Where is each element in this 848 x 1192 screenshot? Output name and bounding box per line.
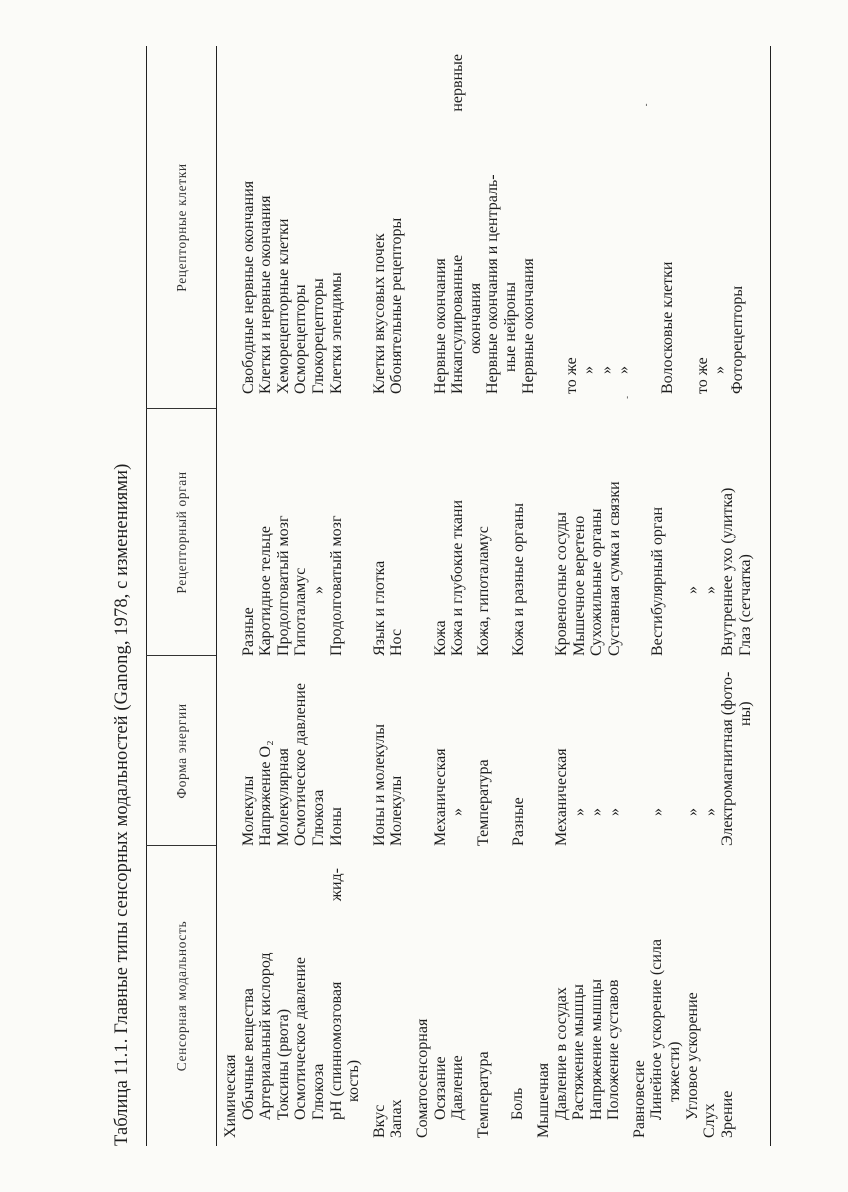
cell-modality: Температура: [474, 1051, 492, 1138]
cell-modality: Артериальный кислород: [257, 952, 275, 1120]
cell-modality: Растяжение мышцы: [570, 984, 588, 1120]
cell-modality: Мышечная: [534, 1062, 552, 1138]
cell-energy: »: [588, 808, 606, 816]
cell-energy: Ионы: [327, 807, 345, 846]
cell-energy: Осмотическое давление: [292, 683, 310, 846]
cell-modality: Осязание: [431, 1056, 449, 1120]
header-energy: Форма энергии: [174, 703, 189, 799]
cell-energy: Электромагнитная (фото-: [719, 671, 737, 846]
cell-cells: Клетки вкусовых почек: [370, 233, 388, 394]
cell-cells: окончания: [466, 282, 484, 354]
cell-cells: Обонятельные рецепторы: [388, 217, 406, 394]
cell-cells: то же: [693, 357, 711, 394]
header-organ: Рецепторный орган: [174, 471, 189, 594]
cell-modality: Химическая: [222, 1054, 239, 1138]
cell-cells: Глюкорецепторы: [309, 278, 327, 394]
cell-cells: Хеморецепторные клетки: [274, 218, 292, 394]
cell-energy: »: [570, 808, 588, 816]
cell-organ: Разные: [239, 607, 257, 656]
cell-organ: Мышечное веретено: [570, 515, 588, 656]
header-cells: Рецепторные клетки: [174, 163, 189, 292]
column-organ: [222, 409, 755, 656]
cell-organ: Кровеносные сосуды: [553, 512, 571, 656]
cell-energy: ны): [737, 701, 755, 726]
cell-cells: Инкапсулированные: [449, 254, 467, 394]
table-top-rule: [146, 46, 147, 1146]
cell-modality: pH (спинномозговая: [327, 981, 345, 1120]
cell-modality: Боль: [509, 1087, 527, 1120]
cell-cells: »: [580, 366, 598, 374]
cell-modality: Напряжение мышцы: [587, 978, 605, 1120]
cell-modality: тяжести): [666, 1041, 684, 1102]
cell-cells: Клетки эпендимы: [327, 272, 345, 394]
cell-energy: »: [649, 808, 667, 816]
cell-energy: Молекулы: [388, 775, 406, 846]
cell-modality: Вкус: [370, 1104, 388, 1138]
cell-modality: Давление: [449, 1055, 467, 1120]
cell-organ: Продолговатый мозг: [274, 515, 292, 656]
cell-modality: Линейное ускорение (сила: [648, 939, 666, 1120]
cell-energy: Глюкоза: [309, 789, 327, 846]
cell-modality: Слух: [701, 1103, 719, 1138]
cell-modality: кость): [345, 1059, 363, 1102]
cell-energy: »: [684, 808, 702, 816]
cell-cells: Волосковые клетки: [658, 261, 676, 394]
cell-modality: Угловое ускорение: [683, 992, 701, 1120]
cell-cells: ные нейроны: [501, 282, 519, 372]
cell-cells: »: [711, 366, 729, 374]
cell-modality: Равновесие: [630, 1060, 648, 1138]
cell-cells: Клетки и нервные окончания: [257, 195, 275, 394]
cell-organ: Нос: [388, 628, 406, 656]
cell-cells: Нервные окончания: [519, 258, 537, 394]
cell-modality: Зрение: [718, 1090, 736, 1138]
cell-cells: Осморецепторы: [292, 284, 310, 394]
cell-energy: Молекулярная: [274, 748, 292, 846]
cell-energy: Механическая: [431, 748, 449, 846]
cell-energy: Температура: [474, 759, 492, 846]
cell-organ: »: [701, 586, 719, 594]
cell-modality: Запах: [388, 1099, 406, 1138]
cell-organ: »: [684, 586, 702, 594]
table-bottom-rule: [770, 46, 771, 1146]
cell-modality-justified: [328, 868, 346, 1138]
header-modality: Сенсорная модальность: [174, 920, 189, 1072]
cell-energy: Механическая: [553, 748, 571, 846]
cell-cells: Свободные нервные окончания: [239, 180, 257, 394]
cell-modality: Положение суставов: [605, 979, 623, 1120]
print-speck: ˌ: [644, 92, 649, 107]
cell-modality: Давление в сосудах: [552, 987, 570, 1120]
cell-modality: Токсины (рвота): [274, 1008, 292, 1120]
cell-organ: Глаз (сетчатка): [737, 554, 755, 656]
cell-cells: нервные: [449, 54, 467, 112]
cell-cells: то же: [562, 357, 580, 394]
cell-modality: Глюкоза: [309, 1063, 327, 1120]
cell-organ: »: [309, 586, 327, 594]
cell-cells: Фоторецепторы: [729, 285, 747, 394]
cell-organ: Суставная сумка и связки: [605, 481, 623, 656]
cell-organ: Кожа, гипоталамус: [474, 526, 492, 656]
cell-energy: »: [701, 808, 719, 816]
cell-cells: »: [615, 366, 633, 374]
column-modality: [222, 868, 736, 1138]
cell-organ: Каротидное тельце: [257, 526, 275, 656]
cell-organ: Кожа и глубокие ткани: [449, 499, 467, 656]
cell-organ: Гипоталамус: [292, 567, 310, 656]
print-speck: ˈ: [625, 395, 630, 410]
cell-modality: Обычные вещества: [239, 988, 257, 1120]
column-energy: [222, 656, 755, 846]
cell-energy: Молекулы: [239, 775, 257, 846]
cell-modality: Соматосенсорная: [413, 1018, 431, 1138]
cell-energy: »: [605, 808, 623, 816]
cell-organ: Сухожильные органы: [588, 508, 606, 656]
cell-cells: Нервные окончания и централь-: [484, 174, 502, 394]
table-header-rule: [216, 46, 217, 1146]
cell-energy: Ионы и молекулы: [370, 723, 388, 846]
cell-energy: Разные: [509, 797, 527, 846]
cell-organ: Кожа и разные органы: [509, 502, 527, 656]
cell-organ: Внутреннее ухо (улитка): [719, 487, 737, 656]
cell-cells-justified: [449, 54, 467, 394]
cell-organ: Кожа: [431, 620, 449, 656]
cell-organ: Вестибулярный орган: [649, 506, 667, 656]
cell-organ: Продолговатый мозг: [327, 515, 345, 656]
cell-modality: Осмотическое давление: [292, 957, 310, 1120]
cell-cells: Нервные окончания: [431, 258, 449, 394]
cell-energy: »: [449, 808, 467, 816]
cell-organ: Язык и глотка: [370, 560, 388, 656]
cell-energy: Напряжение O₂: [257, 740, 275, 846]
column-cells: [222, 54, 747, 394]
cell-modality: жид-: [327, 868, 345, 902]
table-caption: Таблица 11.1. Главные типы сенсорных модальностей (Ganong, 1978, с изменениями): [112, 463, 132, 1146]
cell-cells: »: [597, 366, 615, 374]
rotated-table-block: [112, 46, 772, 1146]
